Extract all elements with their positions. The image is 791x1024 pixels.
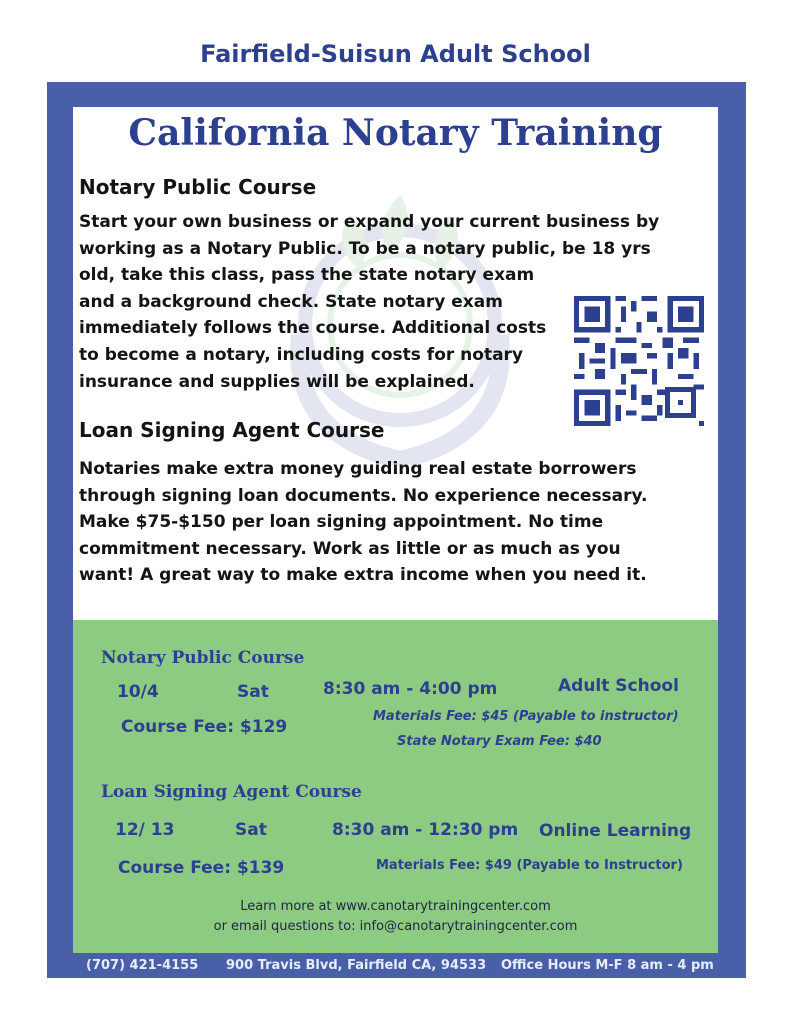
notary-heading: Notary Public Course bbox=[79, 175, 317, 199]
schedule-loan-materials: Materials Fee: $49 (Payable to Instructor) bbox=[376, 858, 683, 873]
schedule-loan-date: 12/ 13 bbox=[115, 820, 175, 840]
loan-heading: Loan Signing Agent Course bbox=[79, 418, 385, 442]
notary-line: immediately follows the course. Additional costs bbox=[79, 318, 547, 339]
schedule-notary-date: 10/4 bbox=[117, 682, 159, 702]
schedule-notary-exam-fee: State Notary Exam Fee: $40 bbox=[397, 734, 602, 749]
schedule-notary-day: Sat bbox=[237, 682, 269, 702]
notary-line: working as a Notary Public. To be a notary public, be 18 yrs bbox=[79, 238, 651, 259]
notary-line: Start your own business or expand your current business by bbox=[79, 212, 660, 232]
qr-code-icon[interactable] bbox=[574, 296, 704, 426]
email-link[interactable]: or email questions to: info@canotarytrainingcenter.com bbox=[213, 919, 578, 934]
loan-line: Notaries make extra money guiding real estate borrowers bbox=[79, 459, 637, 479]
schedule-loan-time: 8:30 am - 12:30 pm bbox=[332, 820, 519, 840]
notary-line: insurance and supplies will be explained. bbox=[79, 371, 475, 392]
schedule-notary-heading: Notary Public Course bbox=[101, 648, 305, 668]
notary-line: to become a notary, including costs for notary bbox=[79, 344, 524, 365]
loan-description bbox=[79, 456, 648, 589]
footer-phone: (707) 421-4155 bbox=[86, 958, 199, 973]
loan-line: through signing loan documents. No experience necessary. bbox=[79, 485, 648, 506]
school-name: Fairfield-Suisun Adult School bbox=[200, 40, 591, 68]
schedule-notary-materials: Materials Fee: $45 (Payable to instructor) bbox=[373, 709, 679, 724]
notary-line: old, take this class, pass the state notary exam bbox=[79, 265, 535, 286]
schedule-loan-fee: Course Fee: $139 bbox=[118, 858, 285, 878]
footer-hours: Office Hours M-F 8 am - 4 pm bbox=[501, 958, 714, 973]
schedule-loan-heading: Loan Signing Agent Course bbox=[101, 782, 362, 802]
schedule-notary-fee: Course Fee: $129 bbox=[121, 717, 288, 737]
schedule-loan-day: Sat bbox=[235, 820, 267, 840]
loan-line: Make $75-$150 per loan signing appointment. No time bbox=[79, 512, 604, 533]
schedule-notary-time: 8:30 am - 4:00 pm bbox=[323, 679, 498, 699]
schedule-loan-location: Online Learning bbox=[539, 821, 692, 841]
loan-line: want! A great way to make extra income when you need it. bbox=[79, 565, 647, 586]
notary-description bbox=[79, 209, 659, 395]
notary-line: and a background check. State notary exam bbox=[79, 291, 503, 312]
learn-more-link[interactable]: Learn more at www.canotarytrainingcenter.com bbox=[240, 899, 551, 914]
page-title: California Notary Training bbox=[128, 112, 663, 154]
footer-address: 900 Travis Blvd, Fairfield CA, 94533 bbox=[226, 958, 487, 973]
schedule-notary-location: Adult School bbox=[558, 676, 679, 696]
loan-line: commitment necessary. Work as little or as much as you bbox=[79, 538, 621, 559]
